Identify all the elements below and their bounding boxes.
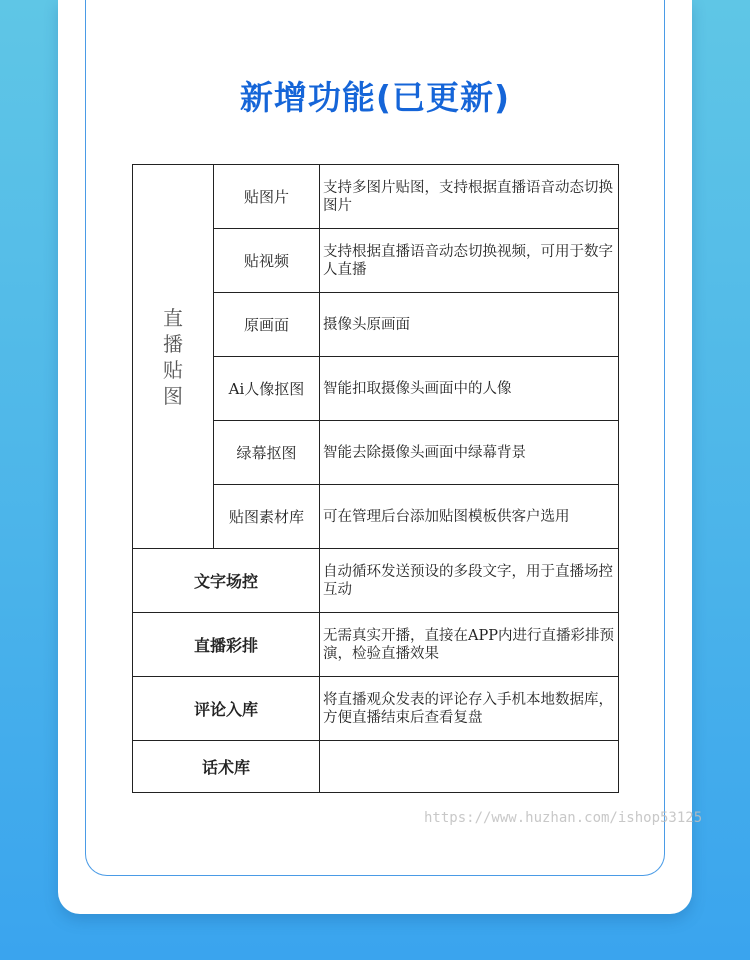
feature-name: 话术库 (133, 741, 320, 793)
feature-name: 直播彩排 (133, 613, 320, 677)
sub-feature-name: 贴图片 (214, 165, 320, 229)
feature-description: 支持根据直播语音动态切换视频，可用于数字人直播 (320, 229, 619, 293)
group-cell-live-sticker (133, 165, 214, 549)
sub-feature-name: 原画面 (214, 293, 320, 357)
table-row (133, 677, 619, 741)
sub-feature-name: Ai人像抠图 (214, 357, 320, 421)
table-row (133, 549, 619, 613)
sub-feature-name: 贴视频 (214, 229, 320, 293)
feature-name: 评论入库 (133, 677, 320, 741)
feature-description: 智能去除摄像头画面中绿幕背景 (320, 421, 619, 485)
feature-description: 将直播观众发表的评论存入手机本地数据库，方便直播结束后查看复盘 (320, 677, 619, 741)
watermark-url: https://www.huzhan.com/ishop53125 (424, 810, 703, 826)
table-row (133, 165, 619, 229)
sub-feature-name: 贴图素材库 (214, 485, 320, 549)
feature-description (320, 741, 619, 793)
feature-name: 文字场控 (133, 549, 320, 613)
page-title: 新增功能(已更新) (239, 78, 511, 117)
feature-table (132, 164, 619, 793)
group-label: 直播贴图 (163, 305, 183, 408)
table-row (133, 613, 619, 677)
feature-description: 摄像头原画面 (320, 293, 619, 357)
feature-description: 智能扣取摄像头画面中的人像 (320, 357, 619, 421)
feature-description: 可在管理后台添加贴图模板供客户选用 (320, 485, 619, 549)
feature-description: 支持多图片贴图，支持根据直播语音动态切换图片 (320, 165, 619, 229)
sub-feature-name: 绿幕抠图 (214, 421, 320, 485)
table-row (133, 741, 619, 793)
feature-description: 自动循环发送预设的多段文字，用于直播场控互动 (320, 549, 619, 613)
feature-description: 无需真实开播，直接在APP内进行直播彩排预演，检验直播效果 (320, 613, 619, 677)
